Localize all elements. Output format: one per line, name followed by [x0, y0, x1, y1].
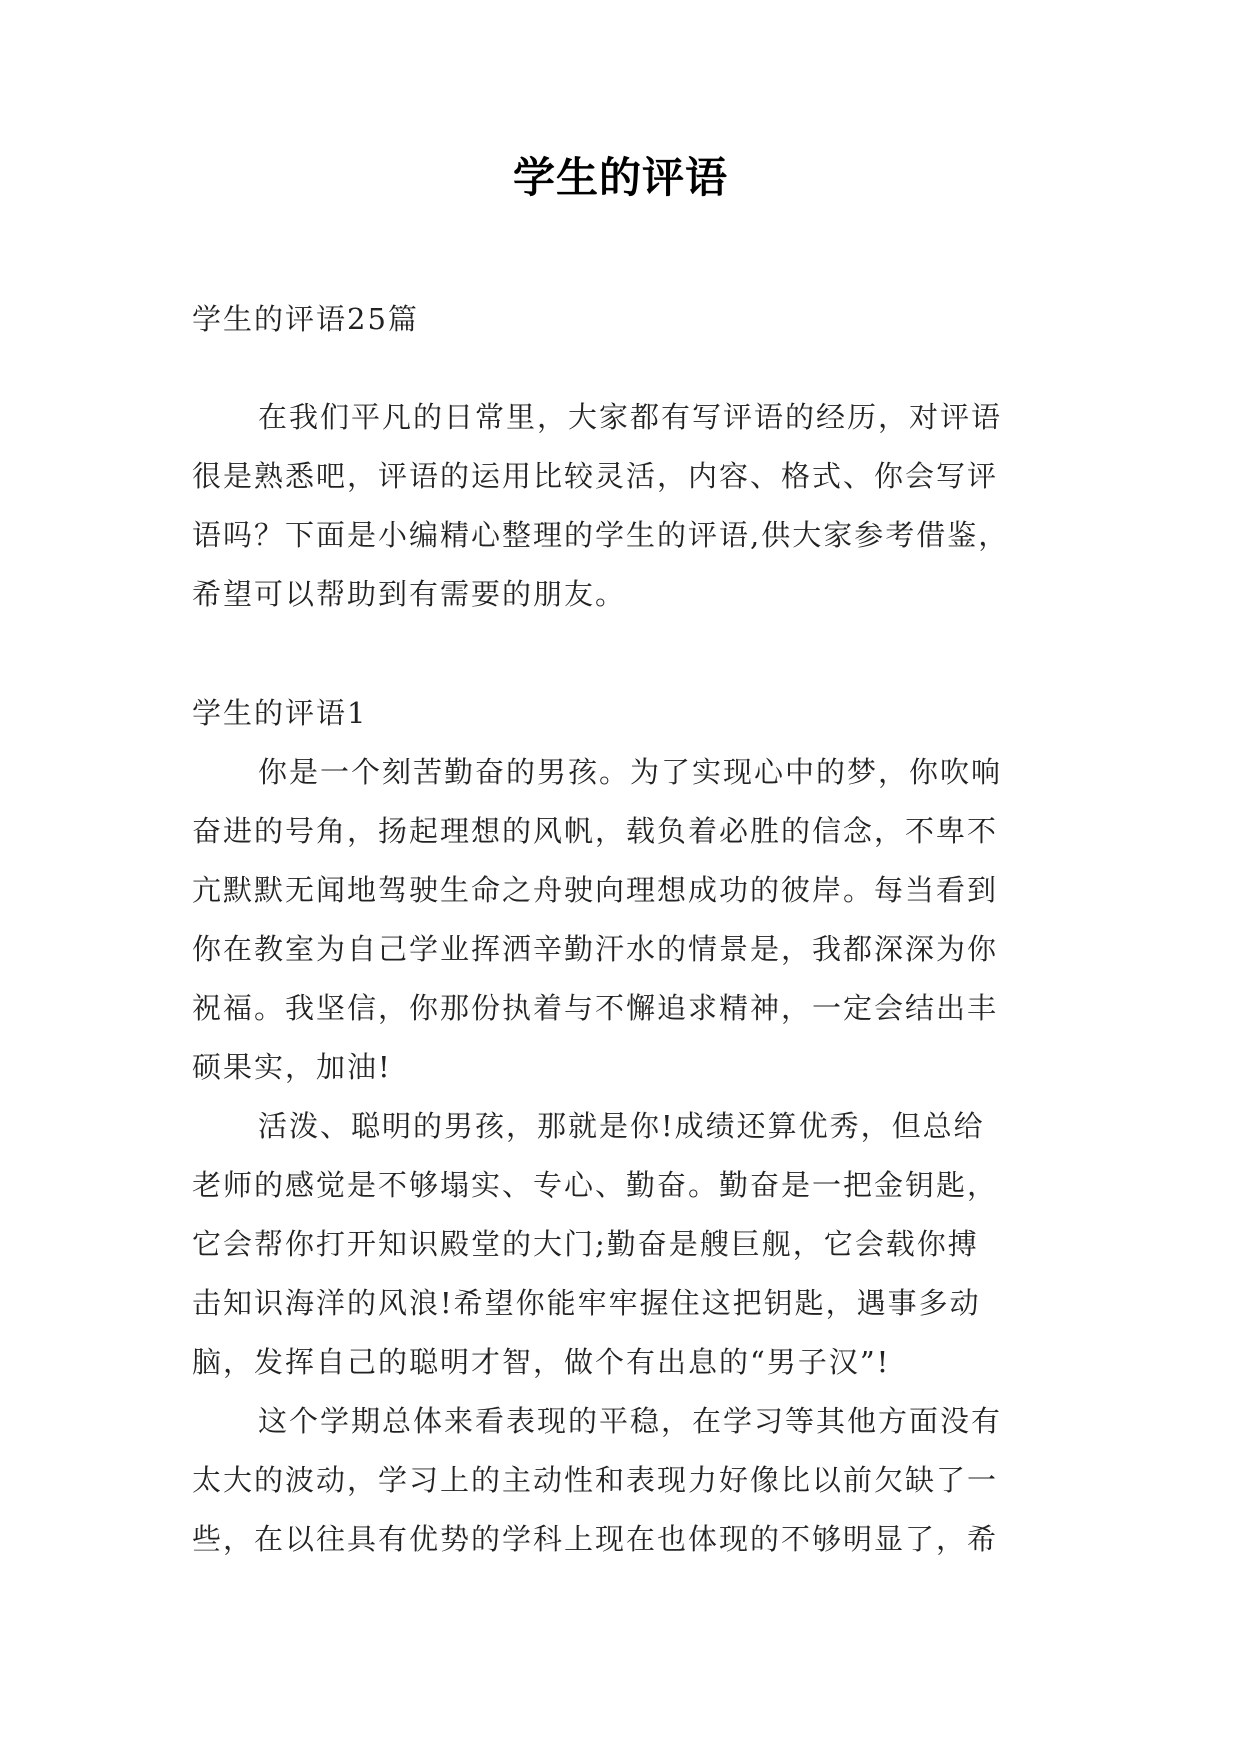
section-heading: 学生的评语1	[192, 696, 368, 730]
comment-paragraph-3	[192, 1392, 1062, 1569]
spacer	[192, 624, 1062, 684]
intro-line: 在我们平凡的日常里，大家都有写评语的经历，对评语	[258, 400, 1003, 434]
subtitle: 学生的评语25篇	[192, 302, 419, 336]
paragraph-line: 老师的感觉是不够塌实、专心、勤奋。勤奋是一把金钥匙，	[192, 1168, 999, 1202]
document-body	[192, 290, 1062, 1569]
paragraph-line: 脑，发挥自己的聪明才智，做个有出息的“男子汉”!	[192, 1345, 891, 1379]
comment-paragraph-2	[192, 1097, 1062, 1392]
comment-paragraph-1	[192, 743, 1062, 1097]
intro-line: 语吗？下面是小编精心整理的学生的评语,供大家参考借鉴，	[192, 518, 1010, 552]
paragraph-line: 击知识海洋的风浪!希望你能牢牢握住这把钥匙，遇事多动	[192, 1286, 981, 1320]
paragraph-line: 活泼、聪明的男孩，那就是你!成绩还算优秀，但总给	[258, 1109, 985, 1143]
paragraph-line: 奋进的号角，扬起理想的风帆，载负着必胜的信念，不卑不	[192, 814, 999, 848]
intro-paragraph	[192, 388, 1062, 624]
paragraph-line: 这个学期总体来看表现的平稳，在学习等其他方面没有	[258, 1404, 1003, 1438]
paragraph-line: 些，在以往具有优势的学科上现在也体现的不够明显了，希	[192, 1522, 999, 1556]
paragraph-line: 它会帮你打开知识殿堂的大门;勤奋是艘巨舰，它会载你搏	[192, 1227, 979, 1261]
paragraph-line: 你在教室为自己学业挥洒辛勤汗水的情景是，我都深深为你	[192, 932, 999, 966]
paragraph-line: 你是一个刻苦勤奋的男孩。为了实现心中的梦，你吹响	[258, 755, 1003, 789]
paragraph-line: 硕果实，加油!	[192, 1050, 392, 1084]
paragraph-line: 太大的波动，学习上的主动性和表现力好像比以前欠缺了一	[192, 1463, 999, 1497]
paragraph-line: 祝福。我坚信，你那份执着与不懈追求精神，一定会结出丰	[192, 991, 999, 1025]
paragraph-line: 亢默默无闻地驾驶生命之舟驶向理想成功的彼岸。每当看到	[192, 873, 999, 907]
document-title: 学生的评语	[512, 153, 728, 202]
intro-line: 希望可以帮助到有需要的朋友。	[192, 577, 627, 611]
spacer	[192, 349, 1062, 388]
intro-line: 很是熟悉吧，评语的运用比较灵活，内容、格式、你会写评	[192, 459, 999, 493]
